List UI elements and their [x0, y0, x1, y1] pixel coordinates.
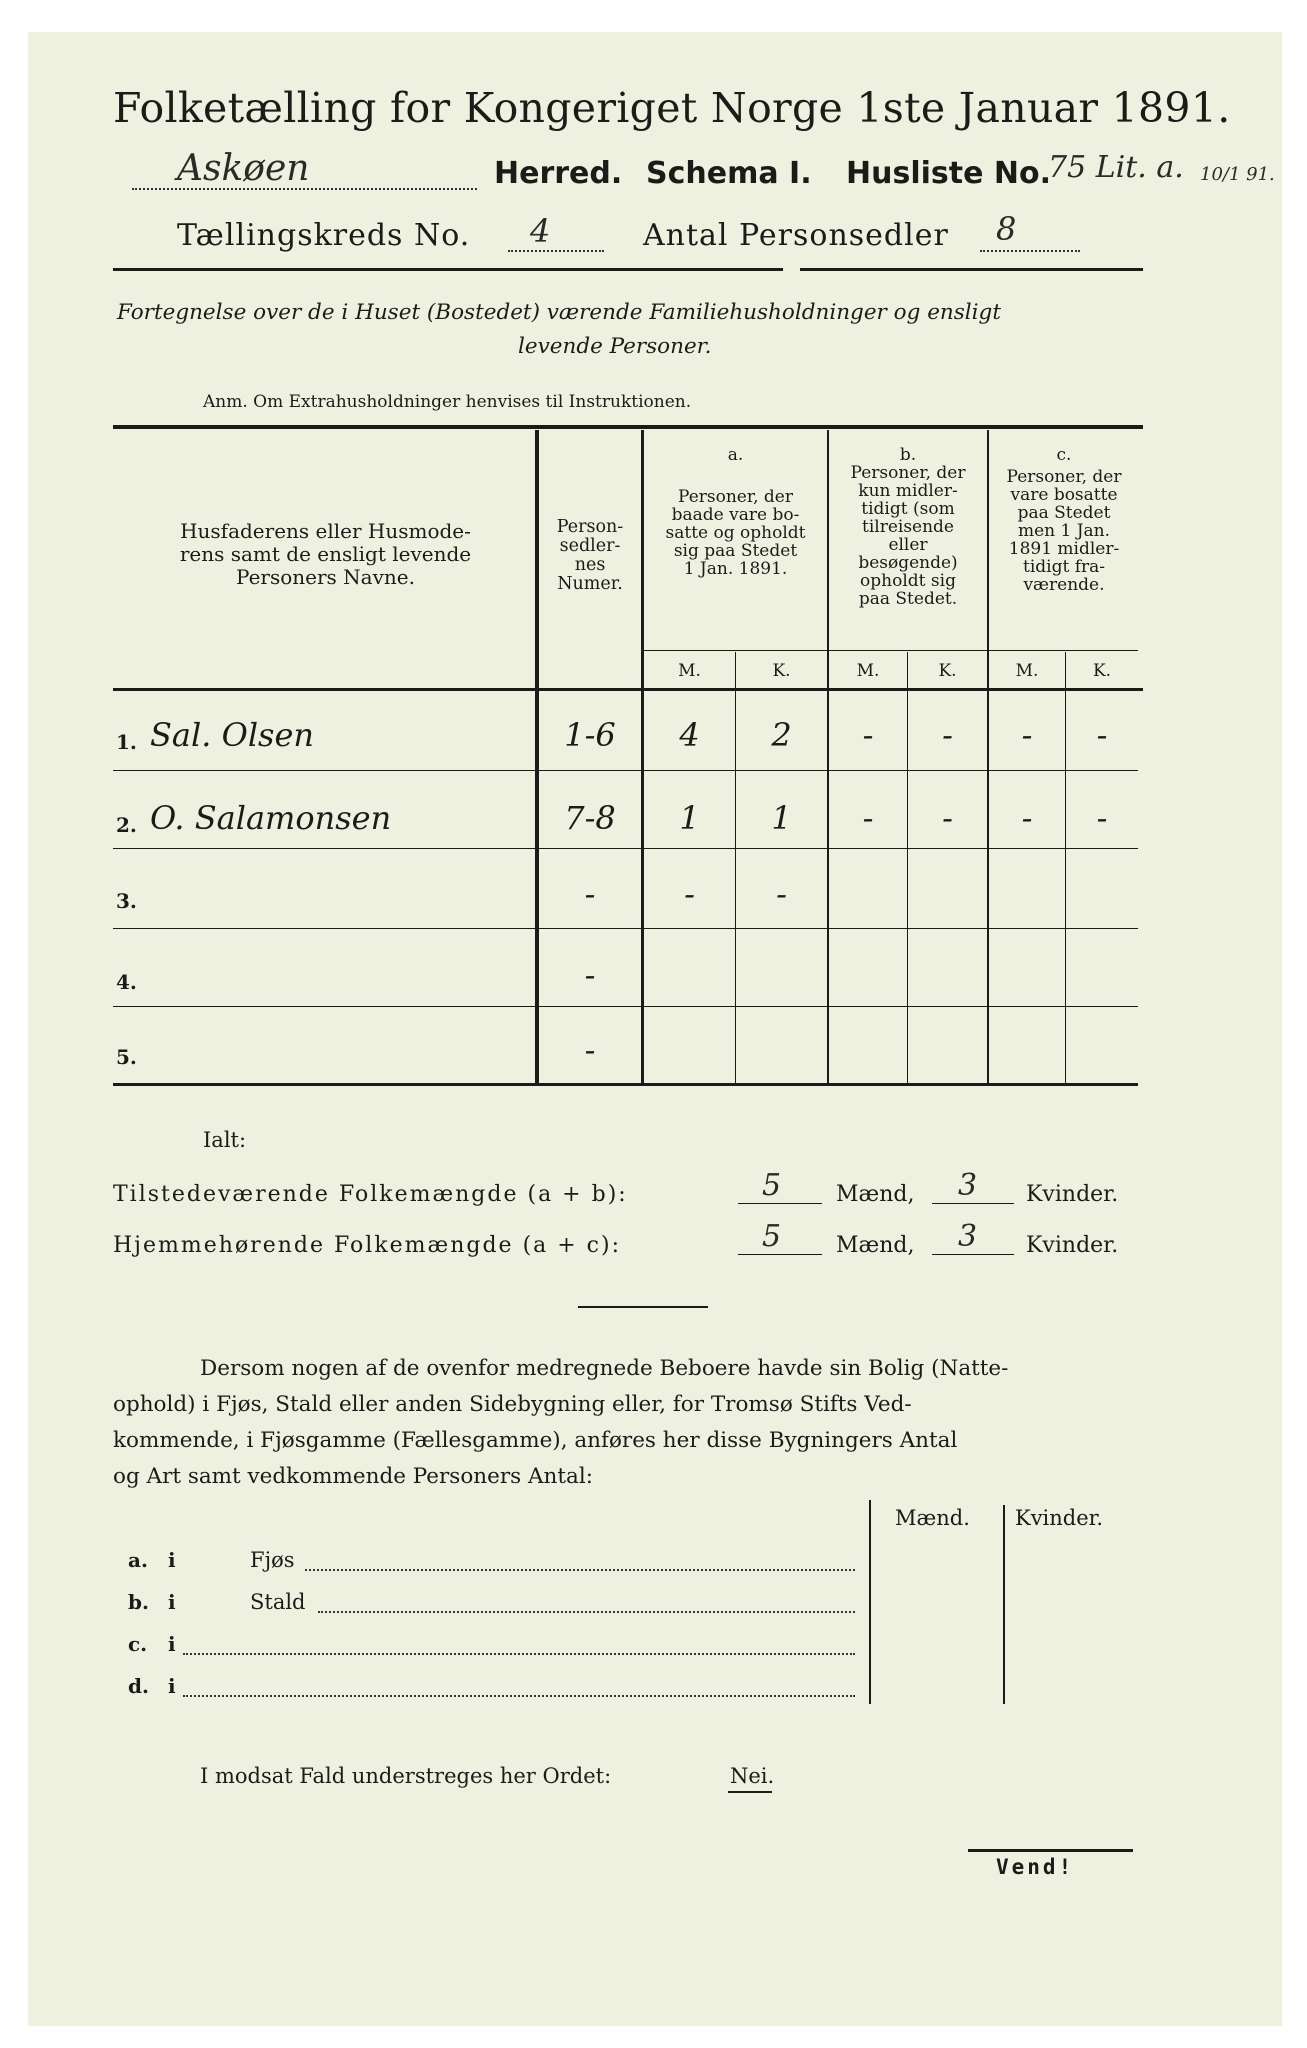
kreds-value: 4	[530, 212, 551, 250]
col-divider-name	[535, 430, 539, 1084]
header-c: c. Personer, der vare bosatte paa Stedet men 1 Jan. 1891 midler- tidigt fra- værende.	[1006, 445, 1122, 595]
paragraph-line3: kommende, i Fjøsgamme (Fællesgamme), anføres her disse Bygningers Antal	[113, 1428, 958, 1453]
header-a-m: M.	[678, 661, 701, 681]
section-divider	[578, 1306, 708, 1308]
count-ak: 1	[771, 799, 792, 837]
table-bottom-rule	[113, 1083, 1138, 1086]
total-line1-k-underline	[932, 1203, 1014, 1204]
total-line1-maend: Mænd,	[836, 1182, 915, 1207]
husliste-label: Husliste No.	[846, 156, 1051, 191]
total-line1-m-underline	[738, 1203, 822, 1204]
schema-label: Schema I.	[646, 156, 812, 191]
form-title: Folketælling for Kongeriget Norge 1ste Januar 1891.	[113, 84, 1231, 132]
kreds-dotted-line	[508, 250, 604, 252]
building-letter: d.	[128, 1674, 149, 1698]
row-number: 4.	[116, 970, 137, 994]
total-line1-kvinder: Kvinder.	[1026, 1182, 1119, 1207]
count-am: -	[684, 875, 695, 913]
table-top-rule	[113, 425, 1143, 429]
husliste-value: 75 Lit. a.	[1048, 150, 1184, 185]
count-am: 1	[679, 799, 700, 837]
antal-label: Antal Personsedler	[643, 218, 949, 253]
person-nr: -	[584, 1031, 596, 1069]
total-line2-maend: Mænd,	[836, 1233, 915, 1258]
header-name: Husfaderens eller Husmode- rens samt de ensligt levende Personers Navne.	[179, 519, 472, 589]
count-am: 4	[679, 716, 700, 754]
count-bm: -	[862, 716, 874, 754]
herred-value: Askøen	[177, 148, 310, 189]
total-line2-k-underline	[932, 1254, 1014, 1255]
vend-text: Vend!	[996, 1855, 1075, 1879]
anm-note: Anm. Om Extrahusholdninger henvises til Instruktionen.	[203, 392, 692, 412]
person-name: Sal. Olsen	[150, 716, 315, 754]
person-nr: 1-6	[564, 716, 616, 754]
vend-rule	[968, 1849, 1133, 1852]
census-form-page	[28, 32, 1282, 2026]
count-bk: -	[942, 799, 953, 837]
buildings-divider-right	[1003, 1505, 1005, 1704]
antal-value: 8	[996, 210, 1017, 248]
building-letter: a.	[128, 1548, 148, 1572]
ialt-label: Ialt:	[203, 1128, 247, 1152]
building-label: Fjøs	[250, 1548, 295, 1572]
building-label: Stald	[250, 1590, 306, 1614]
building-letter: b.	[128, 1590, 149, 1614]
total-line2-m: 5	[762, 1219, 782, 1254]
paragraph-line2: ophold) i Fjøs, Stald eller anden Sidebygning eller, for Tromsø Stifts Ved-	[113, 1392, 912, 1417]
total-line1-m: 5	[762, 1168, 782, 1203]
header-nr: Person- sedler- nes Numer.	[556, 517, 624, 594]
building-dotted-line	[183, 1695, 855, 1697]
row-number: 2.	[116, 813, 137, 837]
building-letter: c.	[128, 1632, 148, 1656]
row-rule	[113, 848, 1138, 849]
header-b-m: M.	[856, 661, 880, 681]
building-i: i	[168, 1590, 176, 1614]
paragraph-line1: Dersom nogen af de ovenfor medregnede Beboere havde sin Bolig (Natte-	[200, 1356, 1009, 1381]
person-nr: -	[584, 956, 596, 994]
total-line1-label: Tilstedeværende Folkemængde (a + b):	[113, 1182, 628, 1207]
row-rule	[113, 1006, 1138, 1007]
buildings-maend-header: Mænd.	[895, 1506, 970, 1530]
building-dotted-line	[305, 1569, 855, 1571]
count-cm: -	[1021, 799, 1033, 837]
paragraph-line4: og Art samt vedkommende Personers Antal:	[113, 1464, 593, 1489]
building-i: i	[168, 1674, 176, 1698]
table-subheader-rule	[643, 650, 1138, 651]
header-c-m: M.	[1015, 661, 1039, 681]
total-line2-k: 3	[958, 1219, 978, 1254]
total-line1-k: 3	[958, 1168, 978, 1203]
building-i: i	[168, 1548, 176, 1572]
person-nr: 7-8	[564, 799, 616, 837]
count-bk: -	[942, 716, 953, 754]
header-rule-left	[113, 268, 783, 271]
building-dotted-line	[318, 1611, 855, 1613]
header-rule-right	[800, 268, 1143, 271]
kreds-label: Tællingskreds No.	[177, 218, 471, 253]
total-line2-kvinder: Kvinder.	[1026, 1233, 1119, 1258]
person-name: O. Salamonsen	[150, 799, 392, 837]
modsat-text: I modsat Fald understreges her Ordet:	[200, 1764, 612, 1788]
row-number: 1.	[116, 730, 137, 754]
total-line2-label: Hjemmehørende Folkemængde (a + c):	[113, 1233, 621, 1258]
husliste-note: 10/1 91.	[1200, 164, 1275, 185]
header-a-k: K.	[772, 661, 791, 681]
antal-dotted-line	[980, 250, 1080, 252]
header-b-k: K.	[938, 661, 957, 681]
count-bm: -	[862, 799, 874, 837]
nei-underline	[728, 1791, 772, 1793]
nei-word: Nei.	[730, 1764, 775, 1788]
herred-label: Herred.	[494, 156, 623, 191]
row-number: 5.	[116, 1045, 137, 1069]
buildings-kvinder-header: Kvinder.	[1015, 1506, 1104, 1530]
person-nr: -	[584, 875, 596, 913]
header-a: a. Personer, der baade vare bo- satte og opholdt sig paa Stedet 1 Jan. 1891.	[665, 445, 806, 579]
building-i: i	[168, 1632, 176, 1656]
count-ck: -	[1096, 799, 1108, 837]
count-ck: -	[1096, 716, 1108, 754]
subtitle-line1: Fortegnelse over de i Huset (Bostedet) værende Familiehusholdninger og ensligt	[117, 300, 1001, 325]
subtitle-line2: levende Personer.	[518, 334, 712, 359]
header-c-k: K.	[1092, 661, 1112, 681]
building-dotted-line	[183, 1653, 855, 1655]
row-number: 3.	[116, 889, 137, 913]
buildings-divider-left	[869, 1500, 871, 1704]
row-rule	[113, 770, 1138, 771]
count-ak: 2	[771, 716, 792, 754]
header-b: b. Personer, der kun midler- tidigt (som tilreisende eller besøgende) opholdt sig paa Stedet.	[850, 445, 966, 609]
count-cm: -	[1021, 716, 1033, 754]
count-ak: -	[776, 875, 787, 913]
row-rule	[113, 928, 1138, 929]
total-line2-m-underline	[738, 1254, 822, 1255]
